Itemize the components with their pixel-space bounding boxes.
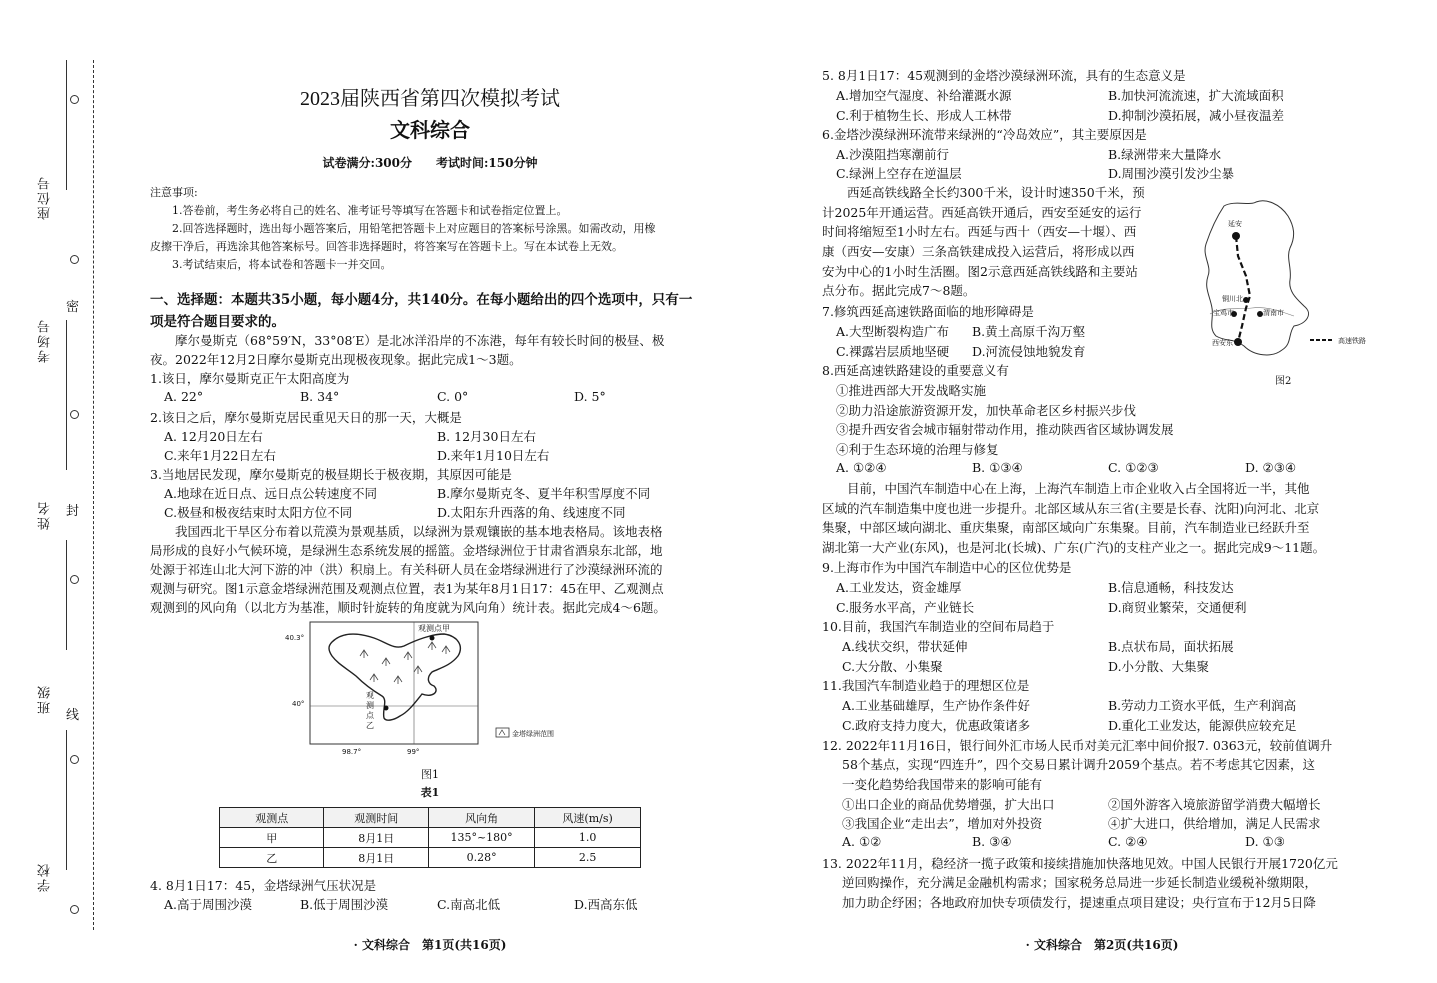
question-stem: 9.上海市作为中国汽车制造中心的区位优势是 [822, 560, 1072, 575]
page-footer-left: · 文科综合 第1页(共16页) [353, 938, 507, 952]
option: D. ②③④ [1245, 460, 1297, 475]
table-cell: 1.0 [535, 828, 641, 848]
intro-paragraph: 夜。2022年12月2日摩尔曼斯克出现极夜现象。据此完成1～3题。 [150, 352, 522, 367]
figure-1-caption: 图1 [421, 768, 439, 781]
table-row [220, 848, 641, 868]
figure-2-legend: 高速铁路 [1338, 337, 1366, 345]
intro-paragraph: 目前，中国汽车制造中心在上海，上海汽车制造上市企业收入占全国将近一半，其他 [822, 481, 1310, 496]
option: D.西高东低 [574, 897, 638, 912]
statement-item: ④利于生态环境的治理与修复 [836, 442, 999, 457]
statement-item: ②国外游客入境旅游留学消费大幅增长 [1108, 797, 1321, 812]
question-stem: 4. 8月1日17：45，金塔绿洲气压状况是 [150, 878, 377, 893]
table-header: 风向角 [428, 808, 534, 828]
option: B.黄土高原千沟万壑 [972, 324, 1086, 339]
option: D.河流侵蚀地貌发育 [972, 344, 1086, 359]
table-cell: 8月1日 [324, 828, 428, 848]
option: B.点状布局，面状拓展 [1108, 639, 1234, 654]
city-label: 延安 [1228, 220, 1242, 228]
question-stem: 7.修筑西延高速铁路面临的地形障碍是 [822, 304, 1034, 319]
option: B.劳动力工资水平低，生产利润高 [1108, 698, 1297, 713]
score-time: 试卷满分:300分 考试时间:150分钟 [322, 156, 538, 170]
table-row [220, 828, 641, 848]
lon-right-label: 99° [407, 748, 420, 756]
option: D.来年1月10日左右 [437, 448, 550, 463]
intro-paragraph: 时间将缩短至1小时左右。西延与西十（西安—十堰）、西 [822, 224, 1137, 239]
intro-paragraph: 观测与研究。图1示意金塔绿洲范围及观测点位置，表1为某年8月1日17：45在甲、乙观测点 [150, 581, 664, 596]
option: C.裸露岩层质地坚硬 [836, 344, 950, 359]
intro-paragraph: 湖北第一大产业(东风)，也是河北(长城)、广东(广汽)的支柱产业之一。据此完成9～11题。 [822, 540, 1326, 555]
option: C.南高北低 [437, 897, 501, 912]
option: B. 12月30日左右 [437, 429, 536, 444]
question-stem: 6.金塔沙漠绿洲环流带来绿洲的“冷岛效应”，其主要原因是 [822, 127, 1147, 142]
figure-1-legend: 金塔绿洲范围 [512, 730, 554, 738]
option: A.工业发达，资金雄厚 [836, 580, 962, 595]
option: A. ①② [842, 834, 882, 849]
option: C.利于植物生长、形成人工林带 [836, 108, 1012, 123]
notice-item: 2.回答选择题时，选出每小题答案后，用铅笔把答题卡上对应题目的答案标号涂黑。如需改动，用橡 [172, 222, 656, 235]
point-yi-label: 观 测 点 乙 [366, 691, 374, 730]
option: C. ①②③ [1108, 460, 1159, 475]
option: C.绿洲上空存在逆温层 [836, 166, 962, 181]
table-header-row [220, 808, 641, 828]
statement-item: ②助力沿途旅游资源开发，加快革命老区乡村振兴步伐 [836, 403, 1137, 418]
option: B. 34° [300, 389, 340, 404]
table-cell: 乙 [220, 848, 324, 868]
notice-heading: 注意事项: [150, 186, 198, 199]
intro-paragraph: 局形成的良好小气候环境，是绿洲生态系统发展的摇篮。金塔绿洲位于甘肃省酒泉东北部，地 [150, 543, 663, 558]
field-class: 班级 [38, 684, 53, 714]
subject-title: 文科综合 [390, 118, 470, 142]
lat-bottom-label: 40° [292, 700, 305, 708]
question-stem: 58个基点，实现“四连升”，四个交易日累计调升2059个基点。若不考虑其它因素，这 [842, 757, 1315, 772]
binding-hole [70, 755, 79, 764]
option: A.增加空气湿度、补给灌溉水源 [836, 88, 1012, 103]
option: C.服务水平高，产业链长 [836, 600, 975, 615]
option: D. ①③ [1245, 834, 1285, 849]
option: D.商贸业繁荣，交通便利 [1108, 600, 1247, 615]
option: C.大分散、小集聚 [842, 659, 943, 674]
notice-item: 1.答卷前，考生务必将自己的姓名、准考证号等填写在答题卡和试卷指定位置上。 [172, 204, 568, 217]
option: C. ②④ [1108, 834, 1148, 849]
option: B.低于周围沙漠 [300, 897, 389, 912]
figure-2-caption: 图2 [1275, 376, 1292, 387]
binding-hole [70, 905, 79, 914]
table-cell: 8月1日 [324, 848, 428, 868]
table-header: 风速(m/s) [535, 808, 641, 828]
statement-item: ①推进西部大开发战略实施 [836, 383, 987, 398]
statement-item: ③我国企业“走出去”，增加对外投资 [842, 816, 1043, 831]
intro-paragraph: 观测到的风向角（以北方为基准，顺时针旋转的角度就为风向角）统计表。据此完成4～6题。 [150, 600, 666, 615]
statement-item: ④扩大进口，供给增加，满足人民需求 [1108, 816, 1321, 831]
binding-hole [70, 255, 79, 264]
table-cell: 135°~180° [428, 828, 534, 848]
field-line [66, 60, 67, 190]
option: C.来年1月22日左右 [164, 448, 276, 463]
option: D.太阳东升西落的角、线速度不同 [437, 505, 626, 520]
option: C.政府支持力度大，优惠政策诸多 [842, 718, 1031, 733]
question-stem: 一变化趋势给我国带来的影响可能有 [842, 777, 1043, 792]
option: B.摩尔曼斯克冬、夏半年积雪厚度不同 [437, 486, 651, 501]
option: A.线状交织，带状延伸 [842, 639, 968, 654]
seal-char-xian: 线 [66, 708, 80, 723]
option: B.信息通畅，科技发达 [1108, 580, 1234, 595]
question-stem: 5. 8月1日17：45观测到的金塔沙漠绿洲环流，具有的生态意义是 [822, 68, 1186, 83]
table-header: 观测点 [220, 808, 324, 828]
intro-paragraph: 摩尔曼斯克（68°59′N，33°08′E）是北冰洋沿岸的不冻港，每年有较长时间的极昼、极 [150, 333, 665, 348]
cut-line [93, 60, 94, 930]
section-heading-cont: 项是符合题目要求的。 [150, 314, 285, 330]
city-label: 宝鸡市 [1213, 309, 1234, 317]
field-room: 考场号 [38, 318, 53, 363]
section-heading: 一、选择题：本题共35小题，每小题4分，共140分。在每小题给出的四个选项中，只有一 [150, 292, 693, 308]
question-stem: 11.我国汽车制造业趋于的理想区位是 [822, 678, 1030, 693]
point-jia-label: 观测点甲 [418, 624, 450, 633]
question-stem: 8.西延高速铁路建设的重要意义有 [822, 363, 1009, 378]
city-label: 渭南市 [1263, 309, 1284, 317]
option: A. 12月20日左右 [164, 429, 263, 444]
notice-item: 皮擦干净后，再选涂其他答案标号。回答非选择题时，将答案写在答题卡上。写在本试卷上无效。 [150, 240, 623, 253]
page-footer-right: · 文科综合 第2页(共16页) [1025, 938, 1179, 952]
binding-hole [70, 410, 79, 419]
intro-paragraph: 计2025年开通运营。西延高铁开通后，西安至延安的运行 [822, 205, 1142, 220]
seal-char-mi: 密 [66, 300, 80, 315]
lat-top-label: 40.3° [285, 634, 305, 642]
question-stem: 12. 2022年11月16日，银行间外汇市场人民币对美元汇率中间价报7. 0363元，较前值调升 [822, 738, 1333, 753]
option: D.周围沙漠引发沙尘暴 [1108, 166, 1235, 181]
option: C. 0° [437, 389, 469, 404]
field-seat: 座位号 [38, 175, 53, 220]
question-stem: 10.目前，我国汽车制造业的空间布局趋于 [822, 619, 1055, 634]
question-stem: 逆回购操作，充分满足金融机构需求；国家税务总局进一步延长制造业缓税补缴期限， [842, 875, 1318, 890]
option: A.大型断裂构造广布 [836, 324, 950, 339]
intro-paragraph: 点分布。据此完成7～8题。 [822, 283, 976, 298]
table-cell: 甲 [220, 828, 324, 848]
option: D.小分散、大集聚 [1108, 659, 1210, 674]
option: D.重化工业发达，能源供应较充足 [1108, 718, 1297, 733]
intro-paragraph: 我国西北干旱区分布着以荒漠为景观基质，以绿洲为景观镶嵌的基本地表格局。该地表格 [150, 524, 663, 539]
field-line [66, 540, 67, 650]
intro-paragraph: 处源于祁连山北大河下游的冲（洪）积扇上。有关科研人员在金塔绿洲进行了沙漠绿洲环流的 [150, 562, 663, 577]
city-label: 西安东 [1212, 339, 1233, 347]
binding-hole [70, 95, 79, 104]
question-stem: 1.该日，摩尔曼斯克正午太阳高度为 [150, 371, 350, 386]
field-line [66, 730, 67, 870]
intro-paragraph: 西延高铁线路全长约300千米，设计时速350千米，预 [822, 185, 1145, 200]
lon-left-label: 98.7° [342, 748, 362, 756]
option: A.地球在近日点、远日点公转速度不同 [164, 486, 378, 501]
option: B.加快河流流速，扩大流域面积 [1108, 88, 1284, 103]
question-stem: 加力助企纾困；各地政府加快专项债发行，提速重点项目建设；央行宣布于12月5日降 [842, 895, 1316, 910]
option: A.工业基础雄厚，生产协作条件好 [842, 698, 1031, 713]
option: A. ①②④ [836, 460, 887, 475]
table-cell: 2.5 [535, 848, 641, 868]
intro-paragraph: 区域的汽车制造集中度也进一步提升。北部区域从东三省(主要是长春、沈阳)向河北、北京 [822, 501, 1320, 516]
option: B. ①③④ [972, 460, 1023, 475]
statement-item: ①出口企业的商品优势增强，扩大出口 [842, 797, 1055, 812]
intro-paragraph: 集聚，中部区域向湖北、重庆集聚，南部区域向广东集聚。目前，汽车制造业已经跃升至 [822, 520, 1310, 535]
field-line [66, 320, 67, 470]
field-school: 学校 [38, 862, 53, 892]
question-stem: 2.该日之后，摩尔曼斯克居民重见天日的那一天，大概是 [150, 410, 462, 425]
seal-char-feng: 封 [66, 504, 80, 519]
option: D. 5° [574, 389, 606, 404]
option: B.绿洲带来大量降水 [1108, 147, 1222, 162]
question-stem: 13. 2022年11月，稳经济一揽子政策和接续措施加快落地见效。中国人民银行开展1720亿元 [822, 856, 1338, 871]
option: A.沙漠阻挡寒潮前行 [836, 147, 950, 162]
option: D.抑制沙漠拓展，减小昼夜温差 [1108, 108, 1285, 123]
city-label: 铜川北 [1222, 295, 1243, 303]
field-name: 姓名 [38, 500, 53, 530]
option: A.高于周围沙漠 [164, 897, 253, 912]
option: B. ③④ [972, 834, 1012, 849]
option: A. 22° [164, 389, 204, 404]
figure-1-map [282, 620, 582, 760]
option: C.极昼和极夜结束时太阳方位不同 [164, 505, 353, 520]
table-header: 观测时间 [324, 808, 428, 828]
intro-paragraph: 康（西安—安康）三条高铁建成投入运营后，将形成以西 [822, 244, 1135, 259]
table-1 [219, 807, 641, 868]
binding-hole [70, 575, 79, 584]
intro-paragraph: 安为中心的1小时生活圈。图2示意西延高铁线路和主要站 [822, 264, 1138, 279]
table-cell: 0.28° [428, 848, 534, 868]
table-1-caption: 表1 [420, 786, 440, 799]
exam-title: 2023届陕西省第四次模拟考试 [300, 88, 560, 110]
statement-item: ③提升西安省会城市辐射带动作用，推动陕西省区域协调发展 [836, 422, 1174, 437]
notice-item: 3.考试结束后，将本试卷和答题卡一并交回。 [172, 258, 392, 271]
question-stem: 3.当地居民发现，摩尔曼斯克的极昼期长于极夜期，其原因可能是 [150, 467, 512, 482]
